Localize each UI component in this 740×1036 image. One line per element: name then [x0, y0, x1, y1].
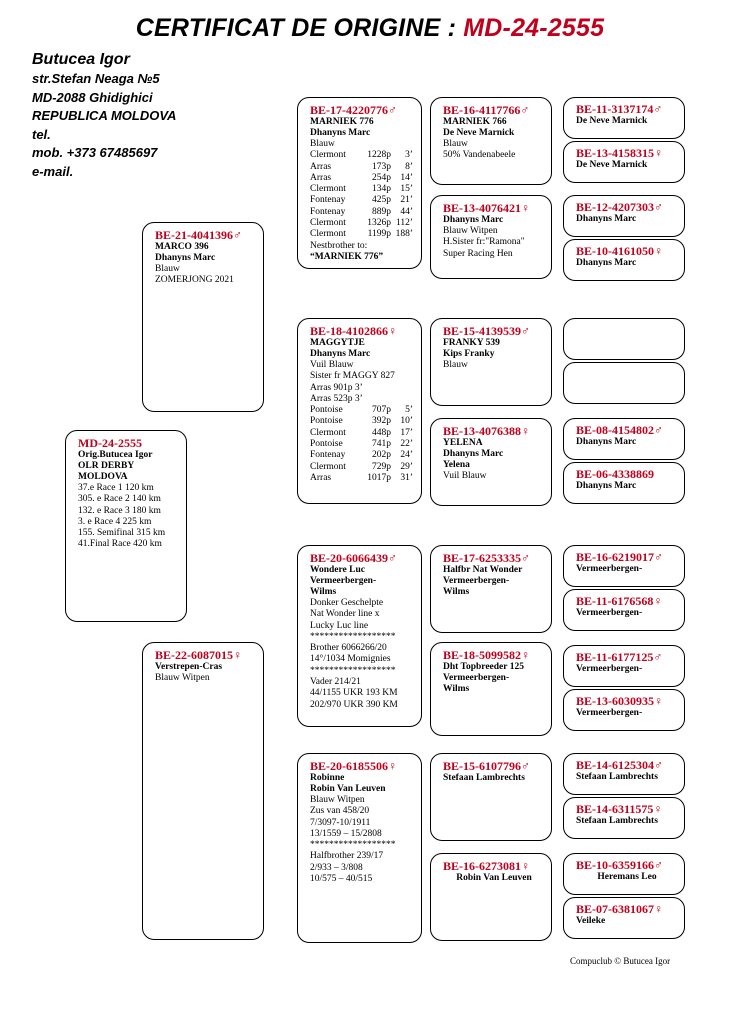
bird-bold-line: Stefaan Lambrechts	[576, 816, 658, 826]
bird-bold-line: Vermeerbergen-	[576, 708, 643, 718]
bird-bold-line: MARCO 396	[155, 242, 209, 252]
result-row	[310, 450, 415, 461]
result-row	[310, 150, 415, 161]
bird-info-line: 2/933 – 3/808	[310, 862, 363, 873]
great-great-grandparent-card	[563, 589, 685, 631]
ring-number: BE-14-6311575♀	[576, 802, 663, 816]
result-position: 44’	[400, 206, 413, 217]
ring-number: BE-11-6176568♀	[576, 594, 663, 608]
result-position: 10’	[400, 416, 413, 427]
grandparent-card	[297, 318, 422, 504]
ring-number: BE-22-6087015♀	[155, 648, 242, 662]
bird-bold-line: Vermeerbergen-	[443, 673, 510, 683]
result-position: 29’	[400, 461, 413, 472]
great-great-grandparent-card	[563, 689, 685, 731]
result-place: Clermont	[310, 184, 346, 195]
bird-bold-line: Vermeerbergen-	[443, 576, 510, 586]
ring-number: MD-24-2555	[78, 436, 142, 450]
bird-info-line: Blauw	[443, 139, 468, 149]
result-prize: 173p	[372, 161, 391, 172]
great-great-grandparent-card	[563, 797, 685, 839]
result-position: 3’	[405, 150, 413, 161]
result-row	[310, 195, 415, 206]
bird-info-line: ******************	[310, 665, 396, 676]
great-grandparent-card	[430, 853, 552, 941]
bird-bold-line: Wilms	[443, 684, 470, 694]
result-position: 15’	[400, 184, 413, 195]
result-row	[310, 405, 415, 416]
result-position: 22’	[400, 439, 413, 450]
result-position: 5’	[405, 405, 413, 416]
result-place: Fontenay	[310, 195, 346, 206]
ring-number: BE-18-4102866♀	[310, 324, 397, 338]
page-title	[0, 14, 740, 43]
great-great-grandparent-card	[563, 97, 685, 139]
result-prize: 889p	[372, 206, 391, 217]
owner-block	[32, 50, 176, 181]
bird-bold-line: Stefaan Lambrechts	[576, 772, 658, 782]
bird-bold-line: MARNIEK 776	[310, 117, 374, 127]
grandparent-card	[297, 97, 422, 269]
bird-bold-line: Wondere Luc	[310, 565, 365, 575]
great-grandparent-card	[430, 195, 552, 279]
bird-note-bold: “MARNIEK 776”	[310, 251, 384, 262]
great-great-grandparent-card	[563, 853, 685, 895]
great-great-grandparent-card	[563, 318, 685, 360]
bird-bold-line: Dht Topbreeder 125	[443, 662, 524, 672]
subject-card	[65, 430, 187, 622]
result-position: 24’	[400, 450, 413, 461]
ring-number: BE-15-6107796♂	[443, 759, 530, 773]
bird-bold-line: MARNIEK 766	[443, 117, 507, 127]
bird-info-line: 37.e Race 1 120 km	[78, 483, 154, 493]
result-position: 14’	[400, 172, 413, 183]
bird-bold-line: De Neve Marnick	[576, 116, 648, 126]
bird-info-line: Vuil Blauw	[443, 471, 487, 481]
sire-card	[142, 222, 264, 412]
bird-bold-line: Dhanyns Marc	[576, 481, 637, 491]
bird-bold-line: Dhanyns Marc	[310, 128, 371, 138]
result-prize: 392p	[372, 416, 391, 427]
bird-info-line: Zus van 458/20	[310, 806, 370, 817]
bird-info-line: 202/970 UKR 390 KM	[310, 699, 398, 710]
bird-info-line: Lucky Luc line	[310, 620, 369, 631]
bird-info-line: Arras 523p 3’	[310, 393, 363, 404]
bird-info-line: Arras 901p 3’	[310, 382, 363, 393]
bird-note-line: Nestbrother to:	[310, 240, 368, 251]
result-place: Pontoise	[310, 405, 343, 416]
result-place: Clermont	[310, 229, 346, 240]
ring-number: BE-10-6359166♂	[576, 858, 663, 872]
great-grandparent-card	[430, 545, 552, 633]
ring-number: BE-06-4338869	[576, 467, 654, 481]
great-great-grandparent-card	[563, 753, 685, 795]
ring-number: BE-11-6177125♂	[576, 650, 663, 664]
bird-info-line: 14°/1034 Momignies	[310, 654, 391, 665]
result-position: 31’	[400, 472, 413, 483]
bird-info-line: Blauw	[310, 139, 335, 149]
result-prize: 741p	[372, 439, 391, 450]
bird-bold-line: Stefaan Lambrechts	[443, 773, 525, 783]
grandparent-card	[297, 753, 422, 943]
ring-number: BE-16-6219017♂	[576, 550, 663, 564]
result-row	[310, 173, 415, 184]
ring-number: BE-20-6066439♂	[310, 551, 397, 565]
ring-number: BE-13-4076421♀	[443, 201, 530, 215]
ring-number: BE-15-4139539♂	[443, 324, 530, 338]
great-grandparent-card	[430, 642, 552, 736]
bird-bold-line: Vermeerbergen-	[576, 608, 643, 618]
owner-city: MD-2088 Ghidighici	[32, 89, 153, 105]
grandparent-card	[297, 545, 422, 727]
bird-bold-line: YELENA	[443, 438, 483, 448]
result-place: Arras	[310, 161, 332, 172]
ring-number: BE-07-6381067♀	[576, 902, 663, 916]
result-row	[310, 439, 415, 450]
great-great-grandparent-card	[563, 195, 685, 237]
great-grandparent-card	[430, 418, 552, 506]
great-great-grandparent-card	[563, 897, 685, 939]
bird-info-line: Blauw	[155, 264, 180, 274]
bird-info-line: 13/1559 – 15/2808	[310, 828, 382, 839]
result-row	[310, 473, 415, 484]
bird-info-line: 10/575 – 40/515	[310, 874, 373, 885]
owner-country: REPUBLICA MOLDOVA	[32, 108, 177, 123]
result-place: Arras	[310, 172, 332, 183]
ring-number: BE-16-6273081♀	[443, 859, 530, 873]
result-place: Pontoise	[310, 439, 343, 450]
ring-number: BE-08-4154802♂	[576, 423, 663, 437]
result-place: Clermont	[310, 150, 346, 161]
bird-info-line: 41.Final Race 420 km	[78, 539, 162, 550]
bird-bold-line: Veileke	[576, 916, 606, 926]
result-row	[310, 462, 415, 473]
ring-number: BE-13-4158315♀	[576, 146, 663, 160]
bird-info-line: Vuil Blauw	[310, 360, 354, 370]
result-position: 17’	[400, 427, 413, 438]
bird-bold-line: Dhanyns Marc	[155, 253, 216, 263]
bird-info-line: ******************	[310, 631, 396, 642]
result-row	[310, 428, 415, 439]
result-row	[310, 162, 415, 173]
ring-number: BE-13-6030935♀	[576, 694, 663, 708]
great-great-grandparent-card	[563, 362, 685, 404]
bird-bold-line: Robin Van Leuven	[310, 784, 386, 794]
ring-number: BE-14-6125304♂	[576, 758, 663, 772]
bird-bold-line: Robin Van Leuven	[456, 873, 532, 883]
ring-number: BE-12-4207303♂	[576, 200, 663, 214]
great-grandparent-card	[430, 753, 552, 841]
bird-bold-line: Dhanyns Marc	[576, 214, 637, 224]
great-great-grandparent-card	[563, 462, 685, 504]
result-prize: 1199p	[367, 229, 391, 240]
bird-info-line: Sister fr MAGGY 827	[310, 371, 395, 382]
bird-bold-line: Dhanyns Marc	[443, 215, 504, 225]
result-place: Clermont	[310, 218, 346, 229]
bird-bold-line: Kips Franky	[443, 349, 495, 359]
owner-address: str.Stefan Neaga №5	[32, 71, 160, 86]
owner-email: e-mail.	[32, 163, 74, 179]
result-prize: 1228p	[367, 150, 391, 161]
bird-bold-line: Vermeerbergen-	[310, 576, 377, 586]
ring-number: BE-20-6185506♀	[310, 759, 397, 773]
bird-info-line: Blauw Witpen	[155, 673, 210, 683]
bird-info-line: Donker Geschelpte	[310, 598, 384, 608]
bird-bold-line: Wilms	[310, 587, 337, 597]
result-prize: 707p	[372, 405, 391, 416]
result-place: Clermont	[310, 461, 346, 472]
bird-bold-line: Verstrepen-Cras	[155, 662, 223, 672]
result-place: Fontenay	[310, 206, 346, 217]
bird-bold-line: Dhanyns Marc	[310, 349, 371, 359]
result-row	[310, 207, 415, 218]
result-prize: 202p	[372, 450, 391, 461]
ring-number: BE-11-3137174♂	[576, 102, 663, 116]
result-row	[310, 218, 415, 229]
bird-bold-line: Orig.Butucea Igor	[78, 450, 153, 460]
bird-info-line: ZOMERJONG 2021	[155, 275, 234, 286]
bird-bold-line: De Neve Marnick	[576, 160, 648, 170]
bird-bold-line: Dhanyns Marc	[576, 437, 637, 447]
bird-info-line: 3. e Race 4 225 km	[78, 516, 152, 527]
bird-info-line: 305. e Race 2 140 km	[78, 494, 161, 505]
bird-bold-line: Wilms	[443, 587, 470, 597]
great-great-grandparent-card	[563, 418, 685, 460]
result-place: Clermont	[310, 427, 346, 438]
bird-bold-line: MAGGYTJE	[310, 338, 365, 348]
result-prize: 1017p	[367, 472, 391, 483]
bird-info-line: Nat Wonder line x	[310, 609, 380, 620]
ring-number: BE-17-4220776♂	[310, 103, 397, 117]
bird-info-line: 7/3097-10/1911	[310, 817, 371, 828]
bird-info-line: 50% Vandenabeele	[443, 150, 516, 161]
title-ring: MD-24-2555	[463, 14, 605, 42]
result-prize: 448p	[372, 427, 391, 438]
result-position: 21’	[400, 195, 413, 206]
bird-bold-line: FRANKY 539	[443, 338, 500, 348]
result-prize: 729p	[372, 461, 391, 472]
bird-info-line: Blauw Witpen	[443, 226, 498, 236]
bird-info-line: 132. e Race 3 180 km	[78, 505, 161, 516]
ring-number: BE-17-6253335♂	[443, 551, 530, 565]
ring-number: BE-13-4076388♀	[443, 424, 530, 438]
great-great-grandparent-card	[563, 545, 685, 587]
bird-info-line: 155. Semifinal 315 km	[78, 528, 166, 539]
great-grandparent-card	[430, 318, 552, 406]
bird-bold-line: Dhanyns Marc	[576, 258, 637, 268]
result-row	[310, 416, 415, 427]
result-row	[310, 229, 415, 240]
footer-credit: Compuclub © Butucea Igor	[570, 956, 671, 966]
result-position: 112’	[395, 218, 413, 229]
great-grandparent-card	[430, 97, 552, 185]
bird-bold-line: Heremans Leo	[597, 872, 657, 882]
bird-info-line: Blauw Witpen	[310, 795, 365, 805]
ring-number: BE-16-4117766♂	[443, 103, 530, 117]
result-position: 188’	[395, 229, 413, 240]
bird-bold-line: Vermeerbergen-	[576, 564, 643, 574]
result-row	[310, 184, 415, 195]
bird-bold-line: De Neve Marnick	[443, 128, 515, 138]
bird-info-line: 44/1155 UKR 193 KM	[310, 688, 398, 699]
bird-info-line: Brother 6066266/20	[310, 643, 387, 654]
result-place: Pontoise	[310, 416, 343, 427]
bird-info-line: Blauw	[443, 360, 468, 370]
result-prize: 1326p	[367, 218, 391, 229]
result-prize: 134p	[372, 184, 391, 195]
great-great-grandparent-card	[563, 141, 685, 183]
result-position: 8’	[405, 161, 413, 172]
bird-info-line: Super Racing Hen	[443, 248, 513, 259]
result-prize: 254p	[372, 172, 391, 183]
owner-mob: mob. +373 67485697	[32, 145, 158, 160]
bird-bold-line: Dhanyns Marc	[443, 449, 504, 459]
ring-number: BE-21-4041396♂	[155, 228, 242, 242]
bird-info-line: H.Sister fr:"Ramona"	[443, 237, 525, 248]
owner-name: Butucea Igor	[32, 51, 130, 68]
bird-bold-line: MOLDOVA	[78, 472, 128, 482]
bird-bold-line: Robinne	[310, 773, 345, 783]
bird-bold-line: Halfbr Nat Wonder	[443, 565, 523, 575]
bird-info-line: Halfbrother 239/17	[310, 851, 384, 862]
owner-tel: tel.	[32, 126, 51, 142]
bird-bold-line: OLR DERBY	[78, 461, 135, 471]
ring-number: BE-18-5099582♀	[443, 648, 530, 662]
title-prefix: CERTIFICAT DE ORIGINE :	[135, 14, 464, 42]
bird-info-line: ******************	[310, 840, 396, 851]
result-prize: 425p	[372, 195, 391, 206]
result-place: Arras	[310, 472, 332, 483]
ring-number: BE-10-4161050♀	[576, 244, 663, 258]
great-great-grandparent-card	[563, 645, 685, 687]
result-place: Fontenay	[310, 450, 346, 461]
bird-info-line: Vader 214/21	[310, 677, 361, 688]
dam-card	[142, 642, 264, 940]
bird-bold-line: Yelena	[443, 460, 470, 470]
bird-bold-line: Vermeerbergen-	[576, 664, 643, 674]
great-great-grandparent-card	[563, 239, 685, 281]
